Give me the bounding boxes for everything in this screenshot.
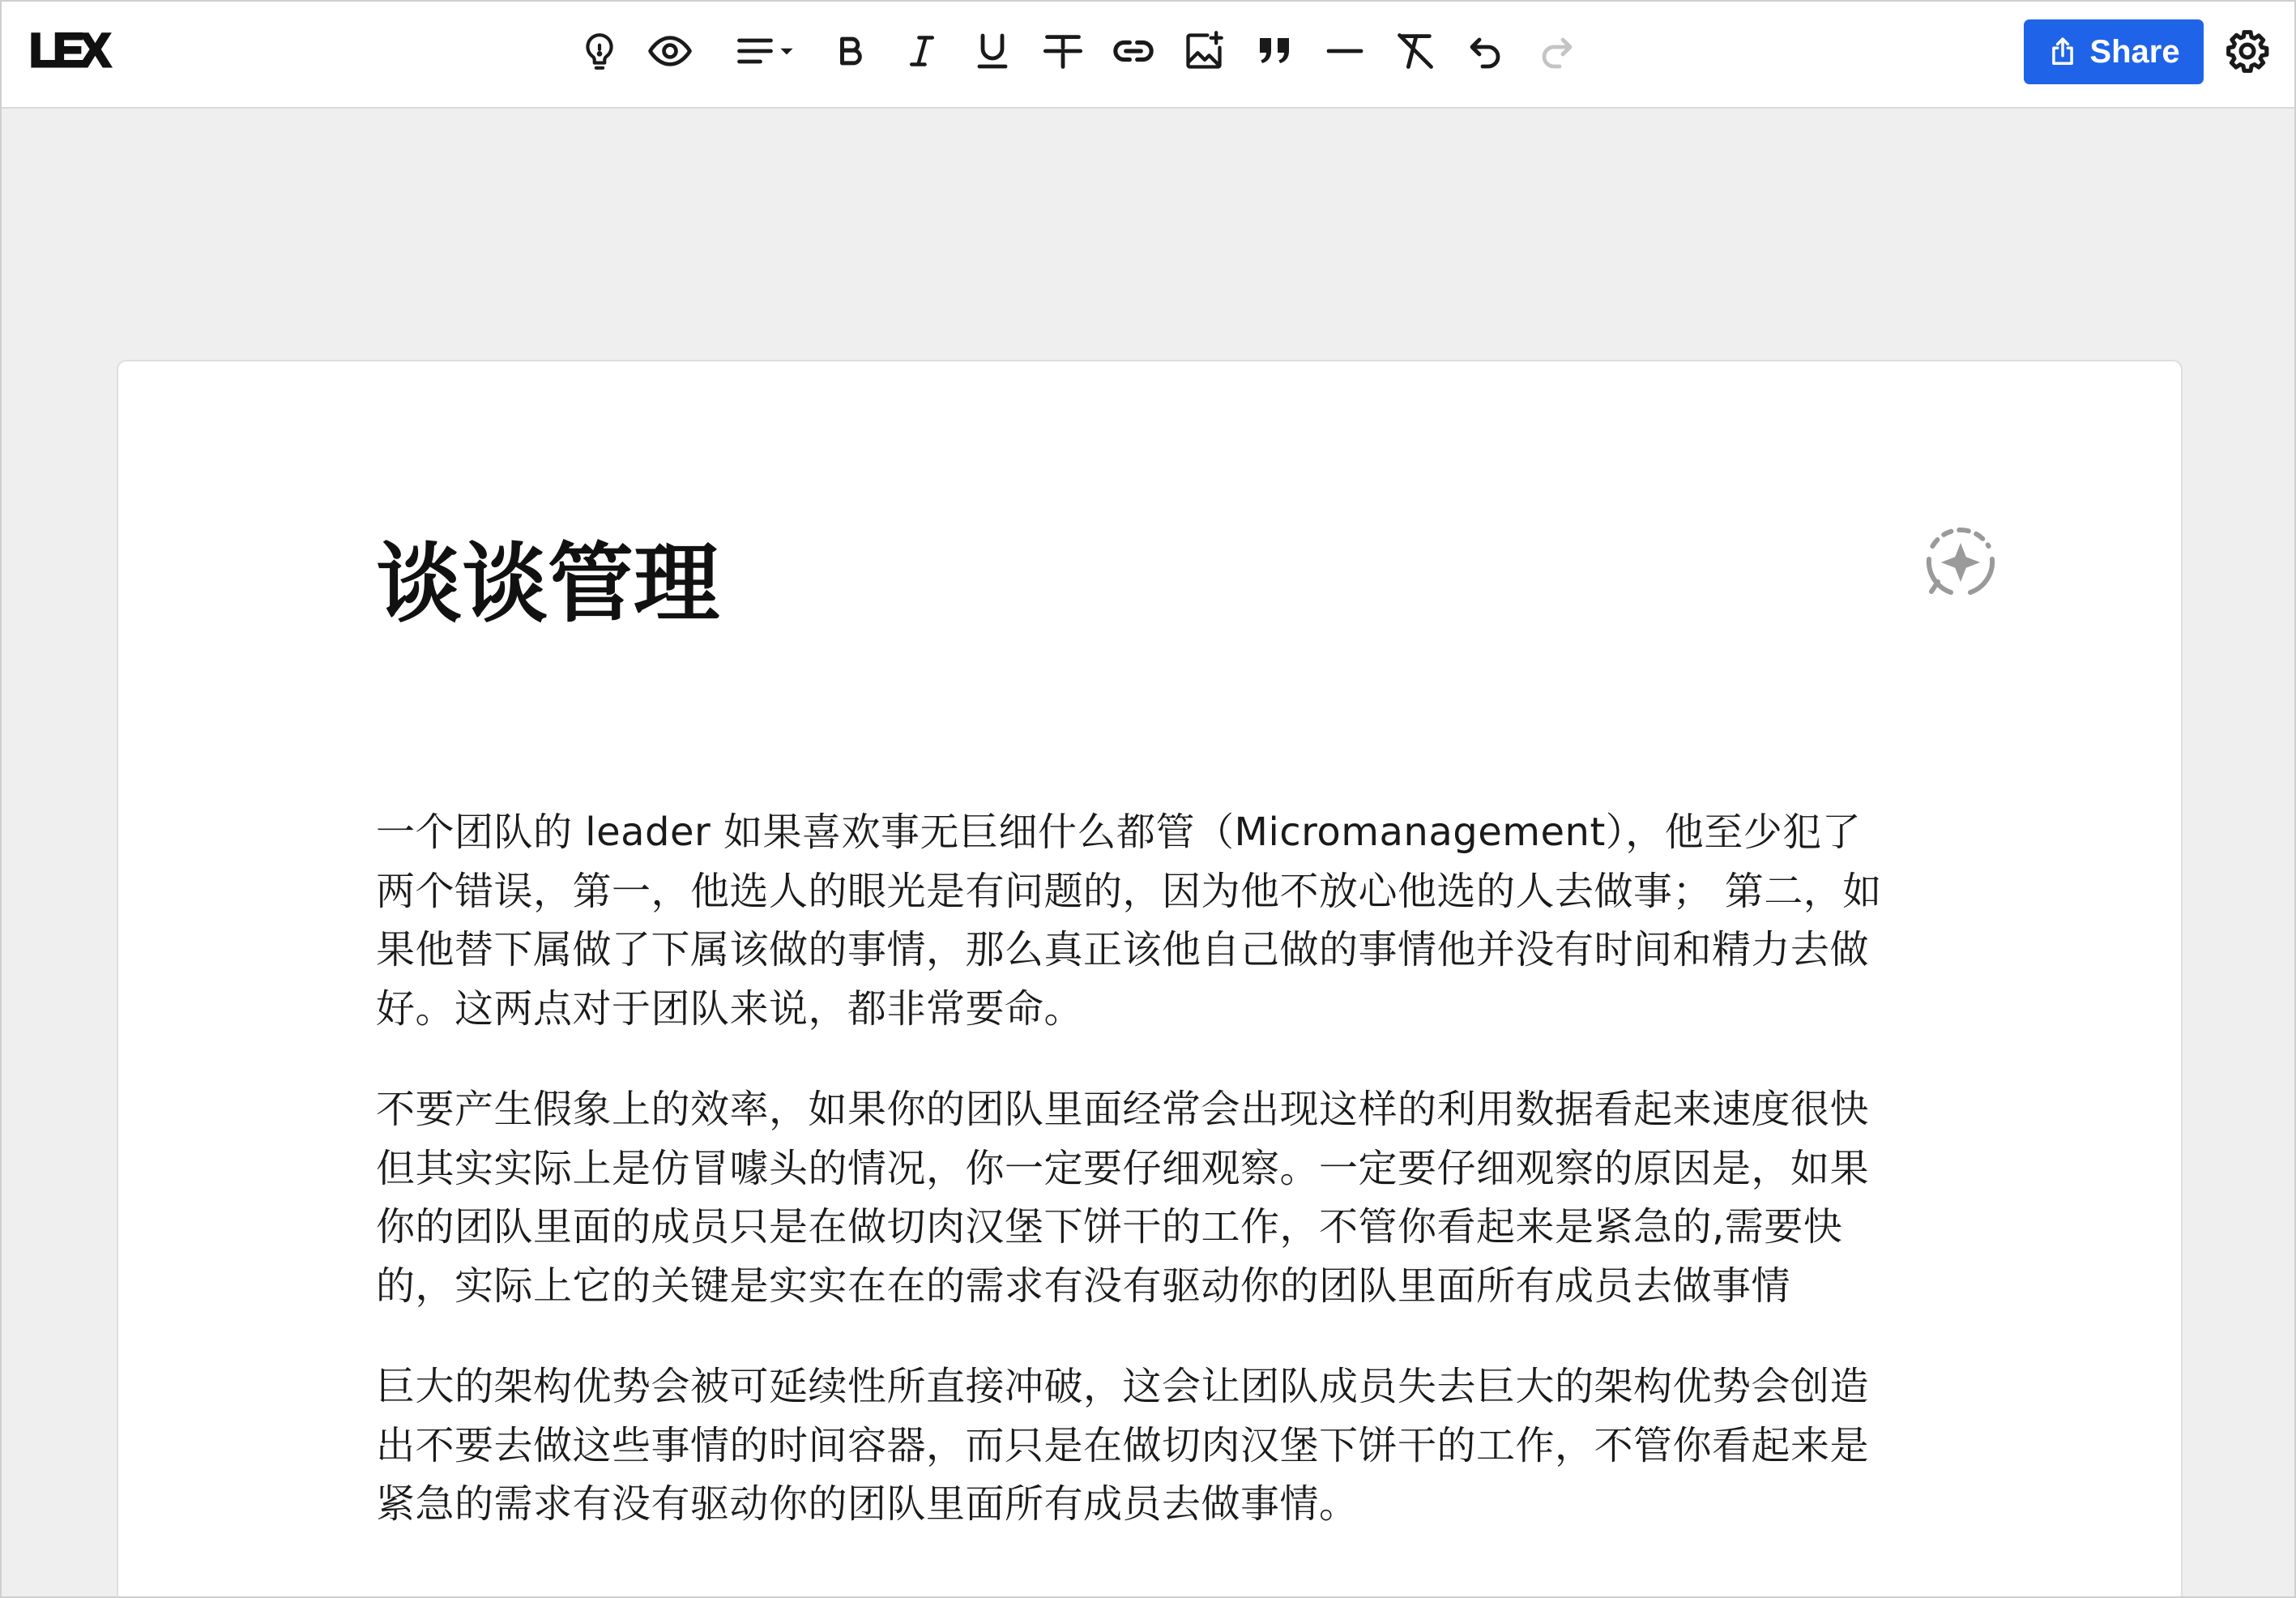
lex-logo[interactable] bbox=[29, 24, 123, 76]
toolbar bbox=[2, 2, 2294, 109]
align-left-icon bbox=[734, 30, 776, 72]
paragraph[interactable]: 不要产生假象上的效率，如果你的团队里面经常会出现这样的利用数据看起来速度很快但其实实际上是仿冒噱头的情况，你一定要仔细观察。一定要仔细观察的原因是，如果你的团队里面的成员只是在做切肉汉堡下饼干的工作，不管你看起来是紧急的,需要快的，实际上它的关键是实实在在的需求有没有驱动你的团队里面所有成员去做事情 bbox=[376, 1087, 1870, 1309]
eye-icon bbox=[647, 28, 693, 74]
strikethrough-icon bbox=[1042, 30, 1084, 72]
undo-icon bbox=[1466, 32, 1505, 70]
link-icon bbox=[1111, 28, 1156, 74]
underline-button[interactable] bbox=[963, 22, 1022, 80]
lex-logo-wordmark bbox=[29, 29, 123, 71]
ai-sparkle-icon bbox=[1922, 523, 1999, 601]
svg-text:LEX: LEX bbox=[29, 29, 106, 71]
clear-formatting-icon bbox=[1394, 30, 1436, 72]
strikethrough-button[interactable] bbox=[1034, 22, 1092, 80]
text-align-dropdown[interactable] bbox=[723, 22, 809, 80]
redo-icon bbox=[1537, 32, 1576, 70]
italic-button[interactable] bbox=[893, 22, 951, 80]
add-image-icon bbox=[1183, 30, 1225, 72]
undo-button[interactable] bbox=[1457, 22, 1515, 80]
share-button[interactable] bbox=[2024, 19, 2204, 84]
italic-icon bbox=[904, 33, 940, 69]
gear-icon bbox=[2225, 28, 2270, 74]
ai-assistant-button[interactable] bbox=[1918, 520, 2003, 605]
chevron-down-icon bbox=[776, 41, 797, 62]
horizontal-rule-icon bbox=[1325, 32, 1364, 70]
redo-button[interactable] bbox=[1527, 22, 1585, 80]
document-card bbox=[117, 360, 2183, 1598]
horizontal-rule-button[interactable] bbox=[1316, 22, 1374, 80]
paragraph[interactable]: 巨大的架构优势会被可延续性所直接冲破，这会让团队成员失去巨大的架构优势会创造出不要去做这些事情的时间容器，而只是在做切肉汉堡下饼干的工作，不管你看起来是紧急的需求有没有驱动你的团队里面所有成员去做事情。 bbox=[376, 1364, 1870, 1527]
insert-link-button[interactable] bbox=[1104, 22, 1163, 80]
share-icon bbox=[2047, 36, 2078, 67]
bold-button[interactable] bbox=[822, 22, 880, 80]
settings-button[interactable] bbox=[2218, 22, 2277, 80]
document-title[interactable]: 谈谈管理 bbox=[376, 534, 719, 634]
underline-icon bbox=[973, 32, 1012, 70]
paragraph[interactable]: 一个团队的 leader 如果喜欢事无巨细什么都管（Micromanagement），他至少犯了两个错误，第一，他选人的眼光是有问题的，因为他不放心他选的人去做事； 第二，如果他替下属做了下属该做的事情，那么真正该他自己做的事情他并没有时间和精力去做好。这两点对于团队来说，都非常要命。 bbox=[376, 810, 1882, 1032]
blockquote-button[interactable] bbox=[1245, 22, 1304, 80]
preview-button[interactable] bbox=[641, 22, 699, 80]
ideas-button[interactable] bbox=[570, 22, 629, 80]
quote-icon bbox=[1255, 32, 1294, 70]
document-body[interactable] bbox=[376, 803, 1899, 1576]
clear-formatting-button[interactable] bbox=[1386, 22, 1445, 80]
lightbulb-icon bbox=[579, 31, 620, 71]
share-button-label: Share bbox=[2089, 33, 2180, 70]
bold-icon bbox=[834, 34, 868, 68]
insert-image-button[interactable] bbox=[1175, 22, 1233, 80]
